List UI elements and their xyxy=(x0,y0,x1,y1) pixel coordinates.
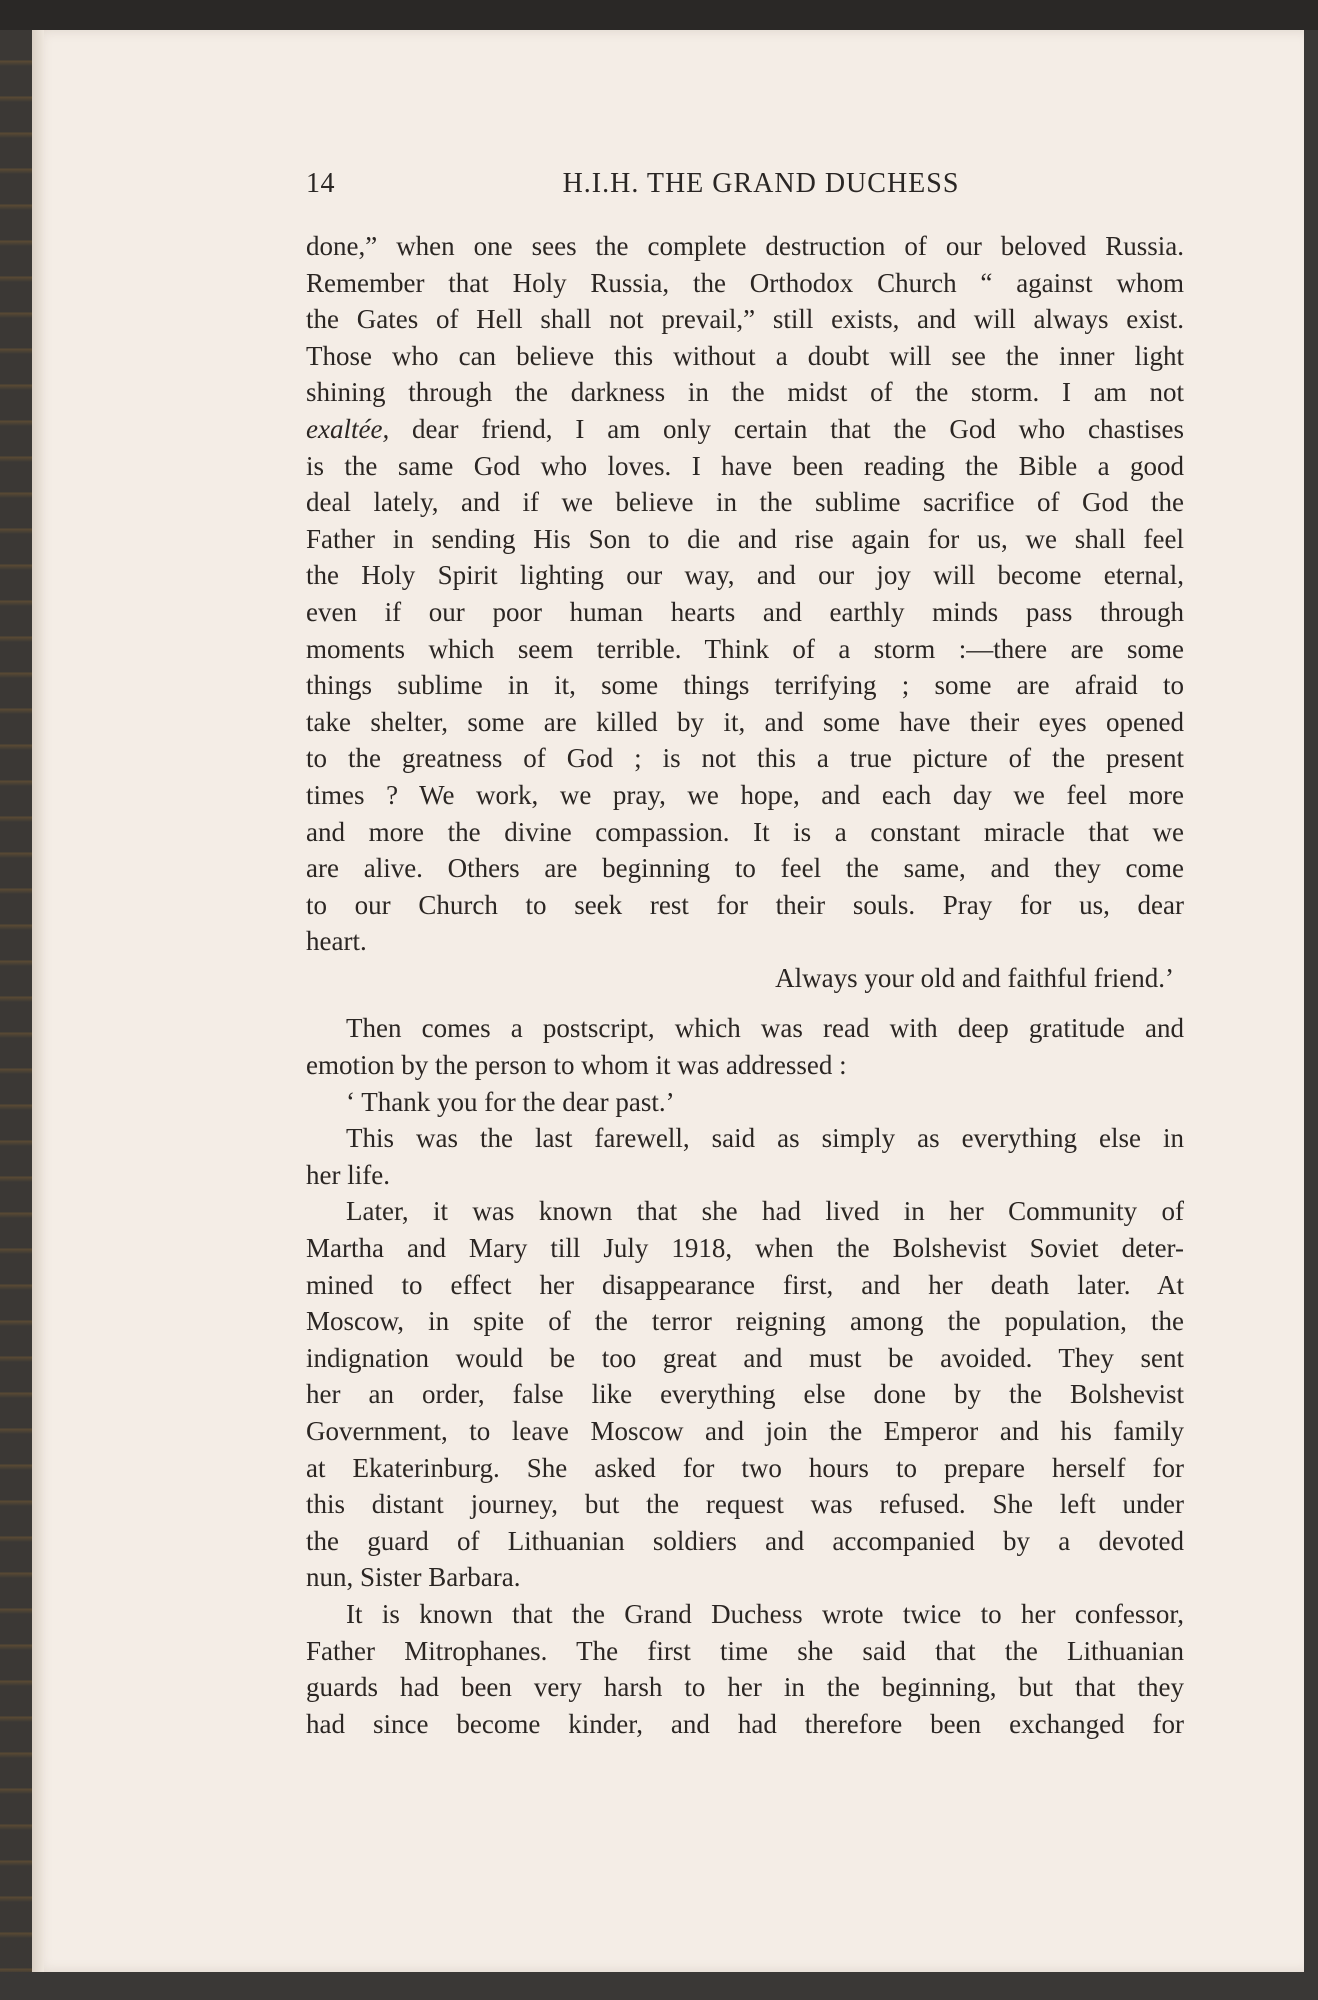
text-line: even if our poor human hearts and earthly minds pass through xyxy=(306,596,1184,627)
text-line: ‘ Thank you for the dear past.’ xyxy=(346,1086,675,1117)
text-line: her life. xyxy=(306,1159,390,1190)
page-gutter-shadow xyxy=(32,30,44,1972)
text-line: heart. xyxy=(306,926,367,957)
text-line: to the greatness of God ; is not this a true picture of the present xyxy=(306,743,1184,774)
text-line: take shelter, some are killed by it, and some have their eyes opened xyxy=(306,706,1184,737)
italic-word: exaltée, xyxy=(306,413,390,444)
page-number: 14 xyxy=(306,168,335,199)
text-line: Father in sending His Son to die and rise again for us, we shall feel xyxy=(306,523,1184,554)
text-line: shining through the darkness in the midst of the storm. I am not xyxy=(306,377,1184,408)
text-line: is the same God who loves. I have been reading the Bible a good xyxy=(306,450,1184,481)
text-line: things sublime in it, some things terrifying ; some are afraid to xyxy=(306,670,1184,701)
letter-signature: Always your old and faithful friend.’ xyxy=(775,962,1174,993)
text-line: done,” when one sees the complete destruction of our beloved Russia. xyxy=(306,231,1184,261)
text-line: moments which seem terrible. Think of a storm :—there are some xyxy=(306,633,1184,664)
running-head xyxy=(306,168,1176,208)
text-line: the guard of Lithuanian soldiers and accompanied by a devoted xyxy=(306,1525,1184,1556)
text-line: at Ekaterinburg. She asked for two hours to prepare herself for xyxy=(306,1452,1184,1483)
text-line: emotion by the person to whom it was addressed : xyxy=(306,1050,847,1081)
text-line: Martha and Mary till July 1918, when the Bolshevist Soviet deter- xyxy=(306,1233,1184,1264)
text-line: indignation would be too great and must be avoided. They sent xyxy=(306,1342,1184,1373)
text-line: This was the last farewell, said as simply as everything else in xyxy=(346,1123,1184,1154)
text-line: Those who can believe this without a doubt will see the inner light xyxy=(306,340,1184,371)
running-title: H.I.H. THE GRAND DUCHESS xyxy=(562,168,960,199)
text-line: guards had been very harsh to her in the beginning, but that they xyxy=(306,1672,1184,1703)
text-line: Later, it was known that she had lived in her Community of xyxy=(346,1196,1184,1227)
text-line: Remember that Holy Russia, the Orthodox Church “ against whom xyxy=(306,267,1184,298)
text-line: nun, Sister Barbara. xyxy=(306,1562,521,1593)
text-line: times ? We work, we pray, we hope, and each day we feel more xyxy=(306,779,1184,810)
book-binding-edge xyxy=(0,30,32,1972)
text-line: Father Mitrophanes. The first time she said that the Lithuanian xyxy=(306,1635,1184,1666)
text-line: this distant journey, but the request was refused. She left under xyxy=(306,1489,1184,1520)
text-line: are alive. Others are beginning to feel the same, and they come xyxy=(306,853,1184,884)
text-line: and more the divine compassion. It is a constant miracle that we xyxy=(306,816,1184,847)
scan-top-border xyxy=(0,0,1318,30)
text-line-rest: dear friend, I am only certain that the God who chastises xyxy=(389,413,1184,444)
text-line: the Holy Spirit lighting our way, and our joy will become eternal, xyxy=(306,560,1184,591)
page-text xyxy=(306,228,1184,1742)
text-line: It is known that the Grand Duchess wrote twice to her confessor, xyxy=(346,1598,1184,1629)
text-line: to our Church to seek rest for their souls. Pray for us, dear xyxy=(306,889,1184,920)
text-line-with-italic xyxy=(306,411,1184,448)
text-line: her an order, false like everything else done by the Bolshevist xyxy=(306,1379,1184,1410)
text-line: Moscow, in spite of the terror reigning among the population, the xyxy=(306,1306,1184,1337)
text-line: had since become kinder, and had therefore been exchanged for xyxy=(306,1708,1184,1739)
text-line: deal lately, and if we believe in the sublime sacrifice of God the xyxy=(306,487,1184,518)
text-line: Then comes a postscript, which was read with deep gratitude and xyxy=(346,1013,1184,1044)
text-line: Government, to leave Moscow and join the Emperor and his family xyxy=(306,1416,1184,1446)
text-line: mined to effect her disappearance first, and her death later. At xyxy=(306,1269,1184,1300)
text-line: the Gates of Hell shall not prevail,” still exists, and will always exist. xyxy=(306,304,1184,335)
paragraph-spacer xyxy=(306,996,1184,1010)
